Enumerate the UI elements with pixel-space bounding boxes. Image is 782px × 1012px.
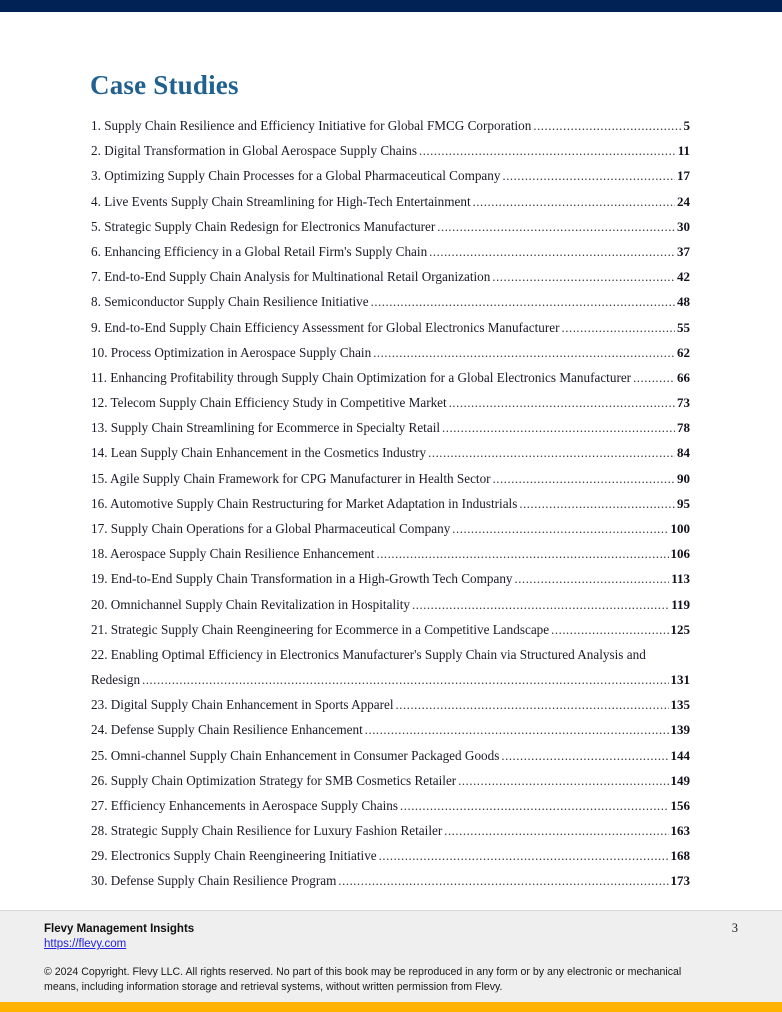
toc-entry[interactable] (91, 194, 690, 209)
toc-page-number: 163 (670, 823, 690, 839)
toc-leader-dots (502, 170, 675, 183)
toc-page-number: 78 (677, 420, 690, 436)
table-of-contents (91, 118, 690, 899)
toc-entry-title: 18. Aerospace Supply Chain Resilience Enhancement (91, 546, 375, 562)
toc-entry-title: 1. Supply Chain Resilience and Efficiency Initiative for Global FMCG Corporation (91, 118, 532, 133)
toc-entry[interactable] (91, 320, 690, 335)
footer-brand-row (44, 921, 738, 936)
toc-entry[interactable] (91, 773, 690, 788)
toc-entry[interactable] (91, 168, 690, 183)
toc-page-number: 139 (670, 722, 690, 738)
toc-entry-title: 26. Supply Chain Optimization Strategy for SMB Cosmetics Retailer (91, 772, 457, 788)
toc-page-number: 95 (677, 495, 690, 511)
toc-entry-title: 7. End-to-End Supply Chain Analysis for Multinational Retail Organization (91, 269, 491, 285)
toc-entry[interactable] (91, 848, 690, 863)
toc-page-number: 48 (677, 294, 690, 310)
toc-entry[interactable] (91, 697, 690, 712)
toc-entry[interactable] (91, 546, 690, 561)
toc-entry[interactable] (91, 219, 690, 234)
toc-leader-dots (442, 422, 675, 435)
toc-entry-title: 24. Defense Supply Chain Resilience Enhancement (91, 722, 363, 738)
toc-leader-dots (533, 120, 681, 133)
toc-entry[interactable] (91, 143, 690, 158)
footer-brand-name: Flevy Management Insights (44, 923, 195, 935)
toc-page-number: 173 (670, 873, 690, 889)
toc-leader-dots (376, 548, 668, 561)
toc-entry[interactable] (91, 496, 690, 511)
toc-page-number: 106 (670, 546, 690, 562)
toc-page-number: 42 (677, 269, 690, 285)
toc-entry[interactable] (91, 471, 690, 486)
toc-entry[interactable] (91, 622, 690, 637)
toc-entry[interactable] (91, 244, 690, 259)
page-title: Case Studies (90, 70, 239, 100)
toc-page-number: 156 (670, 797, 690, 813)
toc-entry[interactable] (91, 370, 690, 385)
page-content (0, 12, 782, 910)
toc-entry-title: 19. End-to-End Supply Chain Transformation in a High-Growth Tech Company (91, 571, 513, 587)
toc-page-number: 62 (677, 344, 690, 360)
toc-leader-dots (396, 699, 669, 712)
toc-entry-title: 25. Omni-channel Supply Chain Enhancement in Consumer Packaged Goods (91, 747, 500, 763)
toc-entry[interactable] (91, 269, 690, 284)
toc-leader-dots (428, 447, 675, 460)
toc-leader-dots (519, 498, 675, 511)
toc-page-number: 100 (670, 521, 690, 536)
toc-entry-title: 28. Strategic Supply Chain Resilience for Luxury Fashion Retailer (91, 823, 443, 839)
toc-leader-dots (501, 750, 668, 763)
toc-entry[interactable] (91, 345, 690, 360)
toc-entry-title: 15. Agile Supply Chain Framework for CPG Manufacturer in Health Sector (91, 470, 491, 486)
toc-page-number: 55 (677, 319, 690, 335)
toc-entry[interactable] (91, 395, 690, 410)
toc-leader-dots (379, 850, 669, 863)
toc-leader-dots (142, 674, 668, 687)
toc-entry-second-line (91, 672, 690, 687)
toc-entry-title: 16. Automotive Supply Chain Restructuring for Market Adaptation in Industrials (91, 495, 518, 511)
toc-entry-title: 13. Supply Chain Streamlining for Ecommerce in Specialty Retail (91, 420, 441, 436)
toc-entry-title: 8. Semiconductor Supply Chain Resilience Initiative (91, 294, 369, 310)
footer-copyright-text: © 2024 Copyright. Flevy LLC. All rights reserved. No part of this book may be reproduced in any form or by any electronic or mechanical means, including information storage and retrieval systems, without written permission from Flevy. (44, 966, 682, 993)
toc-leader-dots (458, 775, 668, 788)
toc-entry-title: 12. Telecom Supply Chain Efficiency Study in Competitive Market (91, 395, 447, 411)
toc-page-number: 144 (670, 747, 690, 763)
footer-page-number: 3 (731, 921, 738, 935)
toc-page-number: 11 (677, 143, 690, 159)
toc-entry[interactable] (91, 597, 690, 612)
toc-leader-dots (493, 473, 675, 486)
toc-leader-dots (444, 825, 668, 838)
toc-leader-dots (373, 347, 675, 360)
toc-entry-title: 5. Strategic Supply Chain Redesign for Electronics Manufacturer (91, 218, 436, 234)
toc-leader-dots (437, 221, 675, 234)
toc-page-number: 119 (671, 596, 690, 612)
toc-page-number: 5 (683, 118, 690, 133)
toc-entry-title: 29. Electronics Supply Chain Reengineering Initiative (91, 848, 377, 864)
footer-website-link[interactable]: https://flevy.com (44, 938, 127, 950)
toc-entry-title: 10. Process Optimization in Aerospace Supply Chain (91, 344, 372, 360)
top-accent-bar (0, 0, 782, 12)
toc-entry-title: 14. Lean Supply Chain Enhancement in the Cosmetics Industry (91, 445, 427, 461)
toc-entry-title: 17. Supply Chain Operations for a Global Pharmaceutical Company (91, 521, 451, 536)
toc-page-number: 37 (677, 243, 690, 259)
toc-leader-dots (633, 372, 675, 385)
toc-entry-title-line2: Redesign (91, 671, 141, 687)
toc-entry[interactable] (91, 294, 690, 309)
toc-page-number: 113 (671, 571, 690, 587)
toc-entry[interactable] (91, 823, 690, 838)
page-footer (0, 910, 782, 1003)
toc-page-number: 73 (677, 395, 690, 411)
toc-page-number: 149 (670, 772, 690, 788)
toc-page-number: 90 (677, 470, 690, 486)
toc-page-number: 17 (677, 168, 690, 184)
toc-entry-title: 9. End-to-End Supply Chain Efficiency Assessment for Global Electronics Manufacturer (91, 319, 560, 335)
toc-entry[interactable] (91, 647, 690, 687)
toc-entry-title: 20. Omnichannel Supply Chain Revitalization in Hospitality (91, 596, 411, 612)
toc-entry-title: 30. Defense Supply Chain Resilience Program (91, 873, 337, 889)
bottom-accent-bar (0, 1002, 782, 1012)
toc-page-number: 30 (677, 218, 690, 234)
toc-leader-dots (429, 246, 675, 259)
toc-leader-dots (562, 322, 675, 335)
toc-leader-dots (412, 599, 669, 612)
toc-entry-title: 21. Strategic Supply Chain Reengineering for Ecommerce in a Competitive Landscape (91, 621, 550, 637)
toc-leader-dots (473, 196, 675, 209)
toc-page-number: 84 (677, 445, 690, 461)
toc-leader-dots (492, 271, 675, 284)
toc-leader-dots (449, 397, 675, 410)
toc-page-number: 135 (670, 697, 690, 713)
toc-entry-title: 4. Live Events Supply Chain Streamlining for High-Tech Entertainment (91, 193, 471, 209)
toc-entry[interactable] (91, 445, 690, 460)
footer-content (44, 921, 738, 995)
toc-leader-dots (551, 624, 668, 637)
toc-entry[interactable] (91, 798, 690, 813)
toc-leader-dots (371, 296, 675, 309)
toc-entry[interactable] (91, 521, 690, 536)
toc-leader-dots (400, 800, 668, 813)
toc-leader-dots (515, 573, 670, 586)
toc-leader-dots (419, 145, 676, 158)
toc-entry-title: 27. Efficiency Enhancements in Aerospace Supply Chains (91, 797, 399, 813)
toc-entry-title: 6. Enhancing Efficiency in a Global Retail Firm's Supply Chain (91, 243, 428, 259)
toc-page-number: 24 (677, 193, 690, 209)
toc-entry[interactable] (91, 873, 690, 888)
toc-entry-title: 2. Digital Transformation in Global Aerospace Supply Chains (91, 143, 417, 159)
toc-page-number: 131 (670, 671, 690, 687)
toc-leader-dots (452, 523, 668, 536)
toc-entry-title: 11. Enhancing Profitability through Supply Chain Optimization for a Global Electronics Manufacturer (91, 369, 632, 385)
toc-leader-dots (365, 724, 669, 737)
toc-entry-title: 3. Optimizing Supply Chain Processes for a Global Pharmaceutical Company (91, 168, 501, 184)
toc-entry[interactable] (91, 571, 690, 586)
toc-entry[interactable] (91, 420, 690, 435)
toc-entry[interactable] (91, 118, 690, 133)
toc-entry[interactable] (91, 748, 690, 763)
toc-entry-title: 23. Digital Supply Chain Enhancement in Sports Apparel (91, 697, 394, 713)
toc-page-number: 66 (677, 369, 690, 385)
toc-entry[interactable] (91, 722, 690, 737)
toc-leader-dots (338, 875, 668, 888)
toc-page-number: 125 (670, 621, 690, 637)
toc-page-number: 168 (670, 848, 690, 864)
toc-entry-title-line1: 22. Enabling Optimal Efficiency in Electronics Manufacturer's Supply Chain via Structured Analysis and (91, 646, 646, 662)
